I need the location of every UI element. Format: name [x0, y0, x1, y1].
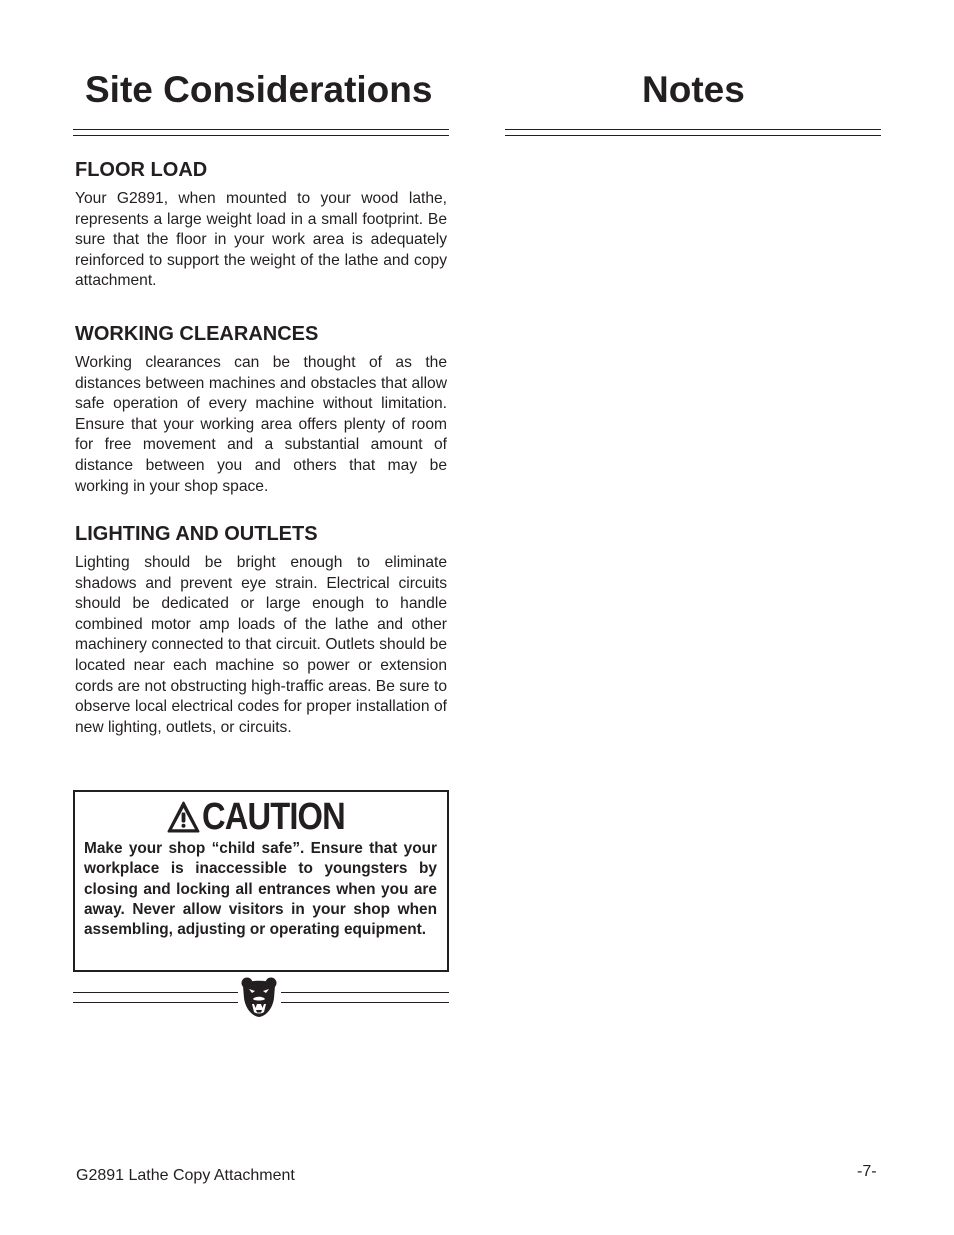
section-heading: FLOOR LOAD [75, 159, 208, 181]
page-title-notes: Notes [642, 69, 745, 110]
section-end-rule-right [281, 992, 449, 1003]
section-heading: LIGHTING AND OUTLETS [75, 523, 318, 545]
footer-page-number: -7- [857, 1163, 877, 1180]
section-floor-load [75, 158, 447, 292]
section-body: Lighting should be bright enough to eliminate shadows and prevent eye strain. Electrical circuits should be dedicated or large enough to handle combined motor amp loads of the lathe and other machinery connected to that circuit. Outlets should be located near each machine so power or extension cords are not obstructing high-traffic areas. Be sure to observe local electrical codes for proper installation of new lighting, outlets, or circuits. [75, 554, 447, 736]
caution-text: Make your shop “child safe”. Ensure that your workplace is inaccessible to youngsters by closing and locking all entrances when you are away. Never allow visitors in your shop when assembling, adjusting or operating equipment. [84, 840, 437, 939]
warning-triangle-icon [167, 801, 200, 833]
title-divider-left [73, 129, 449, 136]
caution-label: CAUTION [202, 796, 345, 838]
title-divider-right [505, 129, 881, 136]
caution-header [167, 796, 368, 838]
section-body: Your G2891, when mounted to your wood lathe, represents a large weight load in a small footprint. Be sure that the floor in your work area is adequately reinforced to support the weight of the lathe and copy attachment. [75, 190, 447, 290]
bear-head-icon [240, 976, 278, 1018]
section-body: Working clearances can be thought of as the distances between machines and obstacles that allow safe operation of every machine without limitation. Ensure that your working area offers plenty of room for free movement and a substantial amount of distance between you and others that may be working in your shop space. [75, 354, 447, 495]
page-title-site-considerations: Site Considerations [85, 69, 433, 110]
footer-manual-title: G2891 Lathe Copy Attachment [76, 1167, 295, 1184]
section-working-clearances [75, 322, 447, 497]
section-heading: WORKING CLEARANCES [75, 323, 319, 345]
section-end-rule-left [73, 992, 238, 1003]
section-lighting-and-outlets [75, 522, 447, 738]
caution-box [73, 790, 449, 972]
